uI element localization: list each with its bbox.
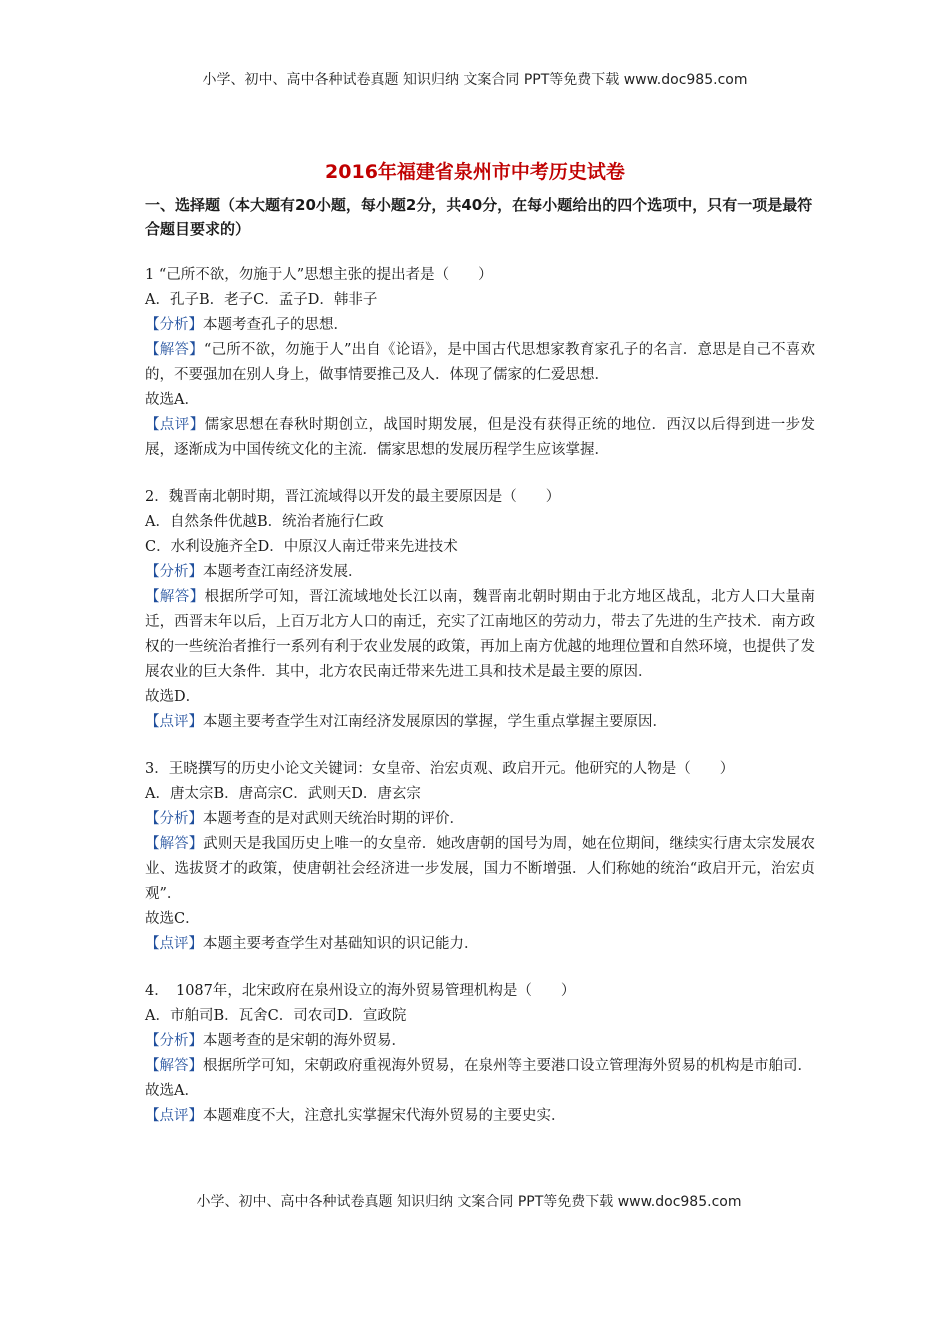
- page-header: 小学、初中、高中各种试卷真题 知识归纳 文案合同 PPT等免费下载 www.doc985.com: [202, 72, 748, 88]
- comment-line: [145, 413, 815, 463]
- comment-text: 本题难度不大，注意扎实掌握宋代海外贸易的主要史实．: [203, 1108, 566, 1124]
- analysis-tag: 【分析】: [145, 317, 203, 333]
- answer-line: [145, 1054, 815, 1079]
- comment-tag: 【点评】: [145, 714, 203, 730]
- comment-line: [145, 710, 815, 735]
- answer-text: 武则天是我国历史上唯一的女皇帝．她改唐朝的国号为周，她在位期间，继续实行唐太宗发展农业、选拔贤才的政策，使唐朝社会经济进一步发展，国力不断增强．人们称她的统治“政启开元，治宏贞观”．: [145, 836, 816, 902]
- comment-tag: 【点评】: [145, 417, 205, 433]
- comment-text: 本题主要考查学生对基础知识的识记能力．: [203, 936, 479, 952]
- comment-text: 本题主要考查学生对江南经济发展原因的掌握，学生重点掌握主要原因．: [203, 714, 667, 730]
- analysis-tag: 【分析】: [145, 811, 203, 827]
- question-2: [145, 485, 815, 735]
- comment-line: [145, 1104, 815, 1129]
- question-options: C．水利设施齐全D．中原汉人南迁带来先进技术: [145, 539, 458, 555]
- answer-text: 根据所学可知，宋朝政府重视海外贸易，在泉州等主要港口设立管理海外贸易的机构是市舶司．: [203, 1058, 812, 1074]
- comment-tag: 【点评】: [145, 1108, 203, 1124]
- section-heading: 一、选择题（本大题有20小题，每小题2分，共40分，在每小题给出的四个选项中，只有一项是最符合题目要求的）: [145, 196, 813, 238]
- answer-tag: 【解答】: [145, 342, 204, 358]
- choice-line: 故选A．: [145, 1083, 199, 1099]
- exam-content: [145, 193, 815, 1129]
- question-1: [145, 263, 815, 463]
- answer-line: [145, 832, 815, 907]
- answer-text: 根据所学可知，晋江流域地处长江以南，魏晋南北朝时期由于北方地区战乱，北方人口大量南迁，西晋末年以后，上百万北方人口的南迁，充实了江南地区的劳动力，带去了先进的生产技术．南方政权的一些统治者推行一系列有利于农业发展的政策，再加上南方优越的地理位置和自然环境，也提供了发展农业的巨大条件．其中，北方农民南迁带来先进工具和技术是最主要的原因．: [145, 589, 815, 680]
- comment-text: 儒家思想在春秋时期创立，战国时期发展，但是没有获得正统的地位．西汉以后得到进一步发展，逐渐成为中国传统文化的主流．儒家思想的发展历程学生应该掌握．: [145, 417, 815, 458]
- exam-title: 2016年福建省泉州市中考历史试卷: [325, 161, 625, 183]
- answer-tag: 【解答】: [145, 836, 204, 852]
- question-stem: 3．王晓撰写的历史小论文关键词：女皇帝、治宏贞观、政启开元。他研究的人物是（ ）: [145, 761, 735, 777]
- answer-tag: 【解答】: [145, 589, 205, 605]
- answer-line: [145, 585, 815, 685]
- question-stem: 2．魏晋南北朝时期，晋江流域得以开发的最主要原因是（ ）: [145, 489, 561, 505]
- analysis-text: 本题考查的是对武则天统治时期的评价．: [203, 811, 464, 827]
- analysis-tag: 【分析】: [145, 1033, 203, 1049]
- comment-tag: 【点评】: [145, 936, 203, 952]
- page-footer: 小学、初中、高中各种试卷真题 知识归纳 文案合同 PPT等免费下载 www.doc985.com: [196, 1194, 742, 1210]
- question-stem: 1 “己所不欲，勿施于人”思想主张的提出者是（ ）: [145, 267, 493, 283]
- answer-line: [145, 338, 815, 388]
- question-options: A．孔子B．老子C．孟子D．韩非子: [145, 292, 378, 308]
- question-3: [145, 757, 815, 957]
- answer-text: “己所不欲，勿施于人”出自《论语》，是中国古代思想家教育家孔子的名言．意思是自己不喜欢的，不要强加在别人身上，做事情要推己及人．体现了儒家的仁爱思想．: [145, 342, 816, 383]
- question-options: A．唐太宗B．唐高宗C．武则天D．唐玄宗: [145, 786, 421, 802]
- question-4: [145, 979, 815, 1129]
- question-options: A．市舶司B．瓦舍C．司农司D．宣政院: [145, 1008, 407, 1024]
- question-stem: 4． 1087年，北宋政府在泉州设立的海外贸易管理机构是（ ）: [145, 983, 576, 999]
- analysis-line: [145, 807, 815, 832]
- analysis-tag: 【分析】: [145, 564, 203, 580]
- question-options: A．自然条件优越B．统治者施行仁政: [145, 514, 384, 530]
- choice-line: 故选C．: [145, 911, 200, 927]
- choice-line: 故选A．: [145, 392, 199, 408]
- choice-line: 故选D．: [145, 689, 201, 705]
- comment-line: [145, 932, 815, 957]
- answer-tag: 【解答】: [145, 1058, 203, 1074]
- analysis-text: 本题考查的是宋朝的海外贸易．: [203, 1033, 406, 1049]
- analysis-line: [145, 560, 815, 585]
- analysis-line: [145, 1029, 815, 1054]
- analysis-text: 本题考查孔子的思想．: [203, 317, 348, 333]
- analysis-text: 本题考查江南经济发展．: [203, 564, 363, 580]
- analysis-line: [145, 313, 815, 338]
